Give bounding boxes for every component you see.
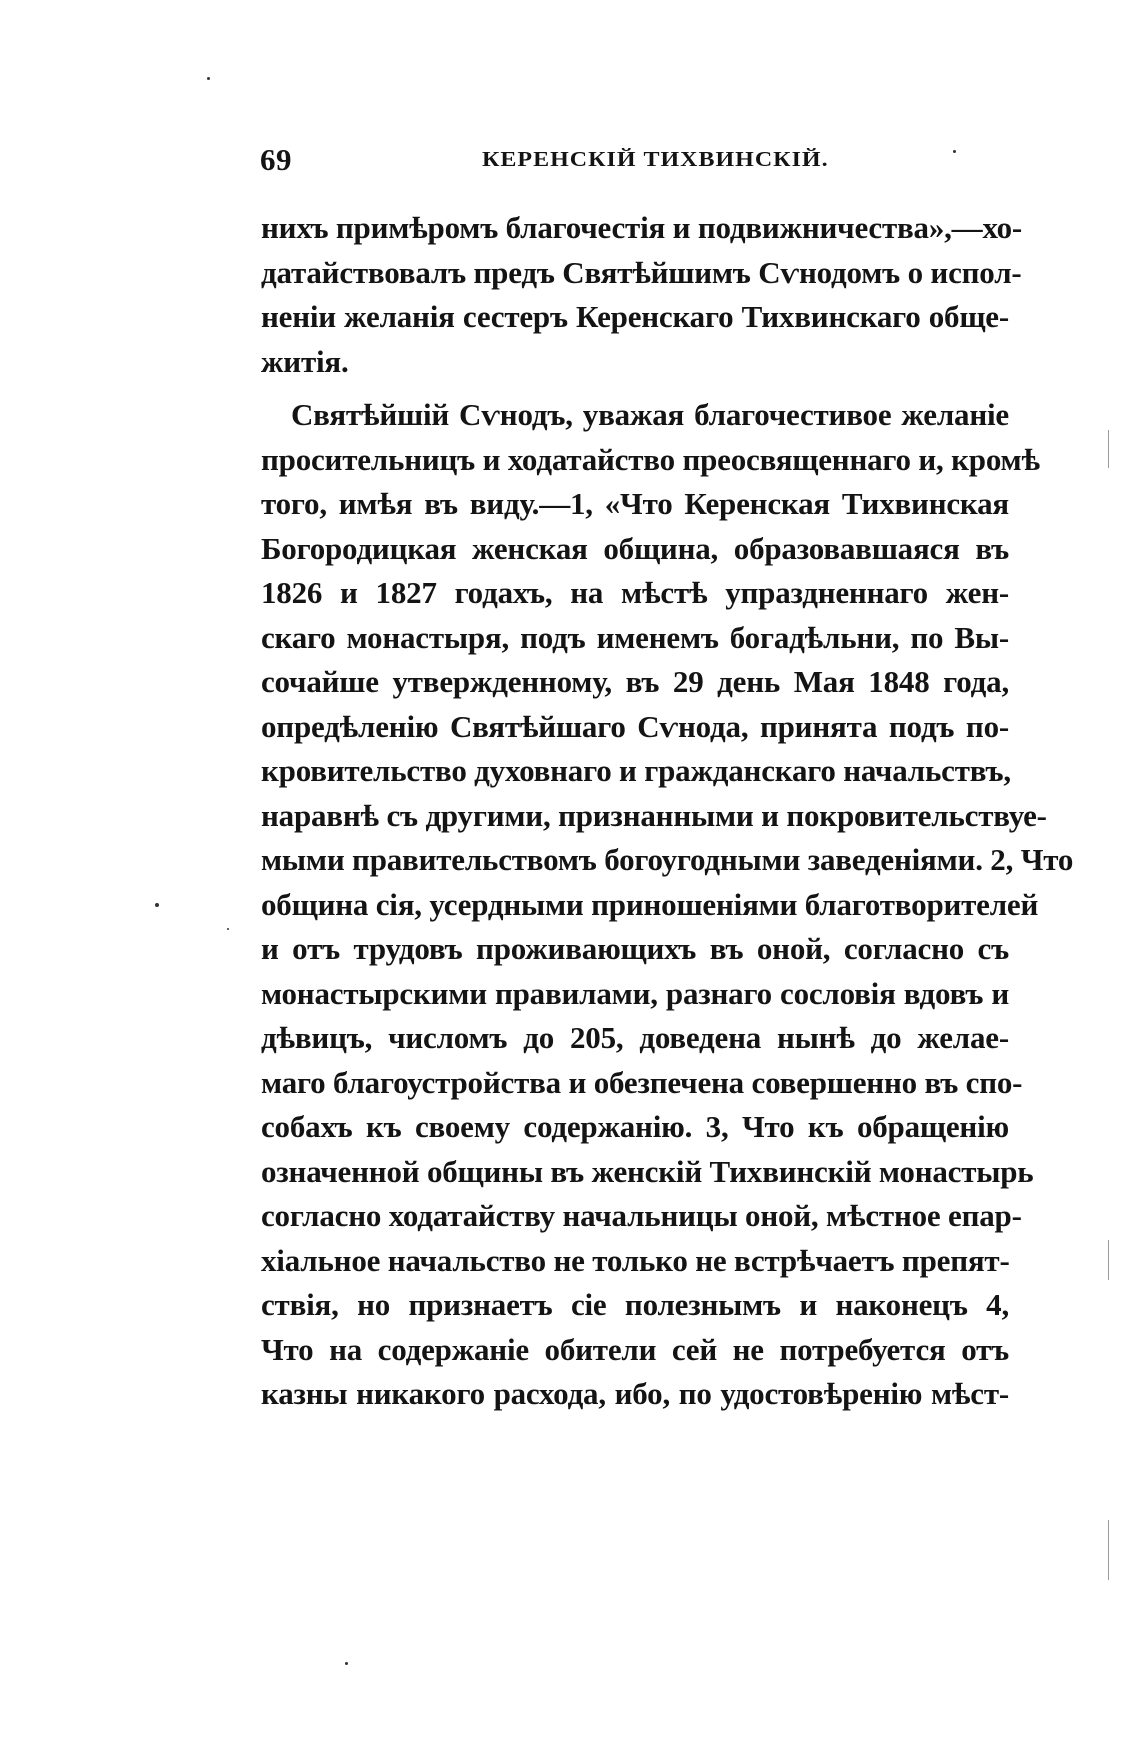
text-line: мыми правительствомъ богоугодными заведеніями. 2, Что xyxy=(261,842,1074,877)
text-line: собахъ къ своему содержанію. 3, Что къ обращенію xyxy=(261,1109,1009,1144)
text-line: сочайше утвержденному, въ 29 день Мая 1848 года, xyxy=(261,664,1009,699)
body-text xyxy=(261,206,1074,1417)
text-line: Богородицкая женская община, образовавшаяся въ xyxy=(261,530,1009,566)
text-line: датайствовалъ предъ Святѣйшимъ Сѵнодомъ о испол- xyxy=(261,254,1022,290)
text-line: община сія, усердными приношеніями благотворителей xyxy=(261,886,1039,922)
scan-speck xyxy=(207,77,210,80)
binding-edge-mark xyxy=(1108,1240,1109,1280)
text-line: согласно ходатайству начальницы оной, мѣстное епар- xyxy=(261,1198,1022,1233)
text-line: того, имѣя въ виду.—1, «Что Керенская Тихвинская xyxy=(261,486,1009,521)
text-line: неніи желанія сестеръ Керенскаго Тихвинскаго обще- xyxy=(261,299,1009,334)
text-line: 1826 и 1827 годахъ, на мѣстѣ упраздненнаго жен- xyxy=(261,575,1009,610)
text-line: хіальное начальство не только не встрѣчаетъ препят- xyxy=(261,1242,1010,1278)
text-line: опредѣленію Святѣйшаго Сѵнода, принята подъ по- xyxy=(261,708,1009,744)
text-line: нихъ примѣромъ благочестія и подвижничества»,—хо- xyxy=(261,210,1023,245)
scan-speck xyxy=(227,928,229,930)
text-line: Что на содержаніе обители сей не потребуется отъ xyxy=(261,1331,1009,1367)
binding-edge-mark xyxy=(1108,1520,1109,1580)
text-line: кровительство духовнаго и гражданскаго начальствъ, xyxy=(261,753,1011,788)
text-line: казны никакого расхода, ибо, по удостовѣренію мѣст- xyxy=(261,1376,1009,1411)
text-line: наравнѣ съ другими, признанными и покровительствуе- xyxy=(261,797,1047,833)
text-line: житія. xyxy=(261,343,349,379)
text-line: ствія, но признаетъ сіе полезнымъ и наконецъ 4, xyxy=(261,1287,1009,1322)
running-head: КЕРЕНСКІЙ ТИХВИНСКІЙ. xyxy=(482,148,829,172)
text-line: дѣвицъ, числомъ до 205, доведена нынѣ до желае- xyxy=(261,1020,1009,1055)
text-line: монастырскими правилами, разнаго сословія вдовъ и xyxy=(261,975,1009,1011)
page-number: 69 xyxy=(260,142,292,177)
text-line: просительницъ и ходатайство преосвященнаго и, кромѣ xyxy=(261,441,1040,477)
text-line: маго благоустройства и обезпечена совершенно въ спо- xyxy=(261,1064,1023,1100)
paragraph-first-line: Святѣйшій Сѵнодъ, уважая благочестивое желаніе xyxy=(291,397,1009,432)
scan-speck xyxy=(345,1662,348,1665)
text-line: скаго монастыря, подъ именемъ богадѣльни, по Вы- xyxy=(261,619,1009,655)
page-header xyxy=(260,142,1010,182)
binding-edge-mark xyxy=(1108,430,1109,468)
scan-speck xyxy=(953,150,956,153)
text-line: означенной общины въ женскій Тихвинскій монастырь xyxy=(261,1153,1034,1189)
text-line: и отъ трудовъ проживающихъ въ оной, согласно съ xyxy=(261,931,1009,966)
scan-speck xyxy=(155,903,159,907)
